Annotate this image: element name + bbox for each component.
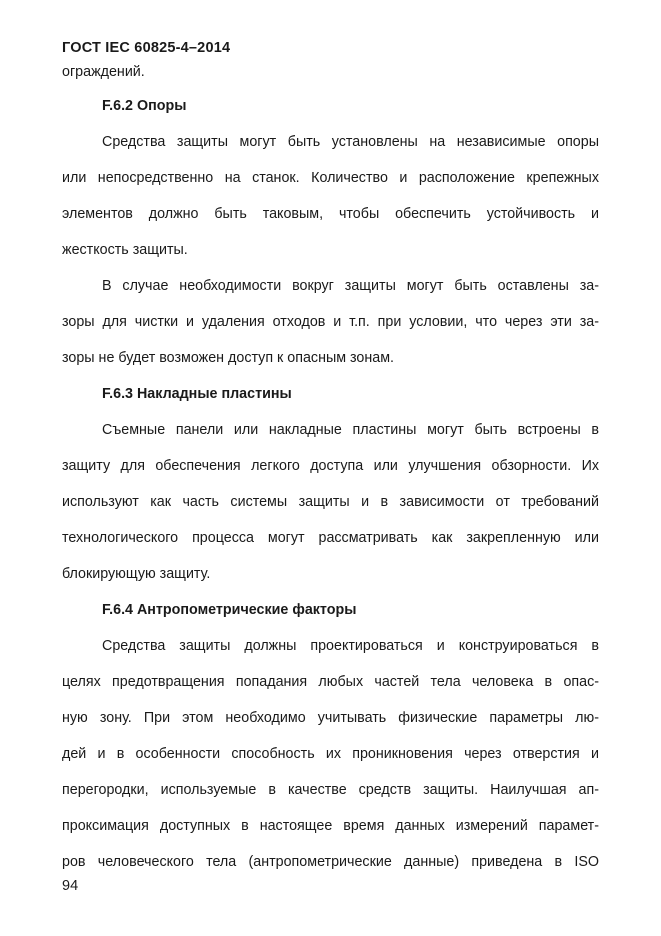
paragraph-line: Средства защиты должны проектироваться и конструироваться в (102, 638, 599, 654)
paragraph-line: целях предотвращения попадания любых частей тела человека в опас- (62, 674, 599, 690)
section-heading: F.6.2 Опоры (102, 98, 187, 114)
page-number: 94 (62, 878, 79, 894)
section-heading: F.6.4 Антропометрические факторы (102, 602, 357, 618)
paragraph-line: технологического процесса могут рассматривать как закрепленную или (62, 530, 599, 546)
paragraph-line: зоры не будет возможен доступ к опасным зонам. (62, 350, 395, 366)
paragraph-line: проксимация доступных в настоящее время данных измерений парамет- (62, 818, 599, 834)
paragraph-line: дей и в особенности способность их проникновения через отверстия и (62, 746, 599, 762)
paragraph-line: используют как часть системы защиты и в зависимости от требований (62, 494, 599, 510)
paragraph-line: жесткость защиты. (62, 242, 188, 258)
paragraph-line: зоры для чистки и удаления отходов и т.п. при условии, что через эти за- (62, 314, 599, 330)
paragraph-line: блокирующую защиту. (62, 566, 211, 582)
paragraph-line: Съемные панели или накладные пластины могут быть встроены в (102, 422, 599, 438)
paragraph-line: защиту для обеспечения легкого доступа или улучшения обзорности. Их (62, 458, 599, 474)
paragraph-line: ограждений. (62, 64, 145, 80)
paragraph-line: перегородки, используемые в качестве средств защиты. Наилучшая ап- (62, 782, 599, 798)
paragraph-line: элементов должно быть таковым, чтобы обеспечить устойчивость и (62, 206, 599, 222)
body-text (62, 62, 599, 888)
document-code-header: ГОСТ IEC 60825-4–2014 (62, 40, 231, 56)
section-heading: F.6.3 Накладные пластины (102, 386, 292, 402)
paragraph-line: ную зону. При этом необходимо учитывать физические параметры лю- (62, 710, 599, 726)
paragraph-line: В случае необходимости вокруг защиты могут быть оставлены за- (102, 278, 599, 294)
paragraph-line: ров человеческого тела (антропометрические данные) приведена в ISO (62, 854, 599, 870)
paragraph-line: Средства защиты могут быть установлены на независимые опоры (102, 134, 599, 150)
paragraph-line: или непосредственно на станок. Количество и расположение крепежных (62, 170, 599, 186)
